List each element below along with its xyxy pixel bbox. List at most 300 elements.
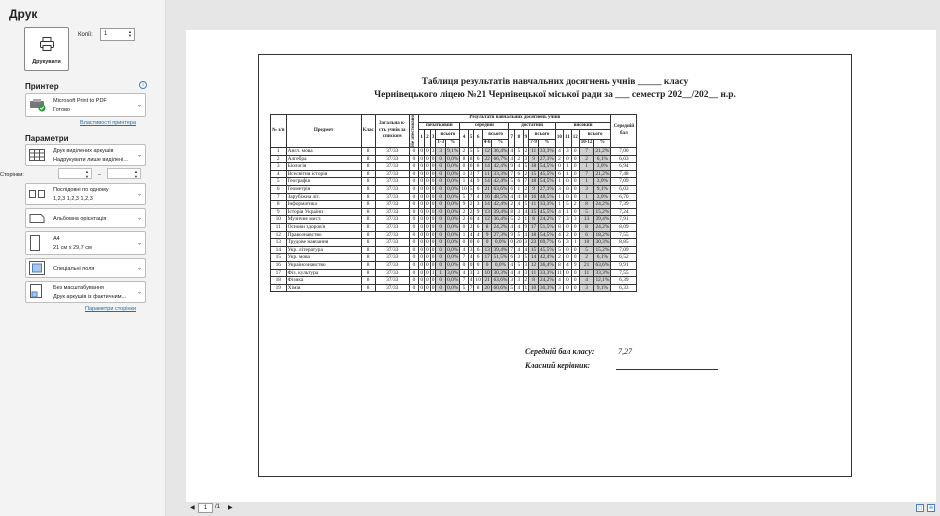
table-cell: 0 [571, 193, 579, 201]
header-level: 8 [515, 130, 523, 148]
header-level: 6 [474, 130, 482, 148]
table-cell: 0 [431, 155, 435, 162]
table-cell: 5 [579, 208, 594, 216]
page-setup-link[interactable]: Параметри сторінки [85, 306, 137, 312]
table-cell: 5 [460, 193, 468, 201]
table-cell: 11 [482, 170, 492, 178]
table-cell: 6 [474, 186, 482, 194]
table-cell: 1 [271, 148, 287, 156]
table-cell: 0 [571, 155, 579, 163]
table-cell: 0 [426, 193, 429, 200]
table-cell: 0 [420, 231, 424, 238]
table-cell: 7,55 [611, 231, 637, 239]
table-cell: 5 [515, 231, 523, 239]
table-cell: 36,4% [493, 216, 508, 223]
table-cell: 7,55 [611, 269, 637, 277]
table-cell: 4 [555, 148, 563, 156]
table-cell: 0 [426, 261, 429, 268]
subject-cell: Українознавство [286, 261, 361, 269]
print-title: Друк [9, 7, 38, 21]
table-cell: 14 [482, 178, 492, 186]
header-class: Клас [361, 115, 375, 148]
table-cell: 0 [431, 163, 435, 170]
subject-cell: Укр. література [286, 246, 361, 254]
table-cell: 24,2% [493, 223, 508, 230]
range-line1: Друк виділених аркушів [53, 148, 114, 154]
table-cell: 42,4% [493, 201, 508, 208]
table-cell: 0,0% [447, 261, 459, 268]
table-cell: 0 [426, 170, 429, 177]
table-cell: 0,0% [447, 208, 459, 215]
table-cell: 11 [529, 269, 539, 277]
collate-line2: 1,2,3 1,2,3 1,2,3 [53, 196, 93, 202]
table-cell: 21,2% [595, 148, 610, 155]
table-cell: 33,3% [539, 148, 554, 155]
paper-size-select[interactable] [25, 231, 146, 255]
table-cell: 1 [555, 193, 563, 201]
table-cell: 1 [564, 208, 572, 216]
table-cell: 0 [409, 261, 419, 269]
table-cell: 2 [571, 201, 579, 209]
table-cell: 0 [436, 155, 446, 163]
table-cell: 0 [436, 223, 446, 231]
table-cell: 4 [524, 208, 528, 215]
printer-status: Готово [53, 107, 70, 113]
table-cell: 3 [271, 163, 287, 171]
table-row [271, 261, 637, 269]
table-cell: 2 [555, 254, 563, 262]
table-cell: 9,1% [594, 284, 611, 292]
table-cell: 8 [271, 201, 287, 209]
table-cell: 4 [555, 231, 563, 239]
table-cell: 0,0% [447, 223, 459, 230]
table-cell: 11 [556, 269, 563, 276]
results-table [270, 114, 637, 292]
collate-select[interactable] [25, 183, 146, 205]
table-cell: 1 [460, 231, 468, 239]
table-cell: 8 [361, 254, 375, 262]
table-cell: 0 [409, 239, 419, 247]
table-cell: 6 [515, 178, 523, 186]
table-cell: 0 [431, 277, 435, 284]
table-cell: 5 [515, 148, 523, 156]
table-cell: 37/33 [375, 261, 409, 269]
chevron-down-icon: ⌄ [136, 215, 142, 222]
table-cell: 2 [579, 155, 594, 163]
table-cell: 63,6% [493, 186, 508, 192]
table-cell: 0 [564, 223, 572, 231]
table-cell: 20 [516, 239, 522, 246]
table-row [271, 231, 637, 239]
table-cell: 7 [469, 284, 473, 291]
table-cell: 6,03 [611, 155, 637, 163]
sheets-icon [29, 149, 45, 161]
table-cell: 0 [510, 239, 514, 246]
table-cell: 30,3% [493, 269, 508, 276]
table-cell: 8 [361, 216, 375, 224]
table-cell: 7 [460, 254, 468, 262]
scaling-select[interactable] [25, 281, 146, 303]
table-cell: 12,1% [595, 277, 610, 284]
table-cell: 0 [409, 254, 419, 262]
table-cell: 37/33 [375, 216, 409, 224]
table-cell: 2 [524, 277, 528, 284]
print-button-label: Друкувати [32, 59, 61, 65]
margins-select[interactable] [25, 258, 146, 278]
subject-cell: Фіз. культура [286, 269, 361, 277]
table-cell: 3 [564, 216, 572, 224]
table-cell: 2 [469, 208, 473, 215]
table-cell: 0 [571, 254, 579, 262]
table-cell: 16 [482, 193, 492, 201]
pages-from-input[interactable] [58, 168, 92, 179]
table-cell: 37/33 [375, 208, 409, 216]
table-cell: 8 [555, 223, 563, 231]
printer-select[interactable] [25, 93, 146, 117]
table-cell: 0 [460, 239, 468, 247]
header-all: всього [436, 130, 460, 140]
table-cell: 27,3% [493, 231, 508, 238]
subject-cell: Трудове навчання [286, 239, 361, 247]
avg-class-value: 7,27 [618, 347, 632, 356]
table-cell: 4 [555, 208, 563, 216]
table-row [271, 216, 637, 224]
table-cell: 5 [469, 148, 473, 155]
info-icon[interactable]: i [139, 81, 147, 89]
table-cell: 0 [431, 170, 435, 177]
table-cell: 37/33 [375, 163, 409, 171]
table-cell: 0 [420, 163, 424, 170]
table-cell: 6 [469, 216, 473, 223]
page-number-input[interactable] [198, 503, 213, 513]
table-cell: 33,3% [539, 201, 554, 208]
table-cell: 8 [361, 269, 375, 277]
table-cell: 12 [482, 148, 492, 156]
table-cell: 8 [361, 201, 375, 209]
table-cell: 0 [420, 254, 424, 261]
chevron-down-icon: ⌄ [136, 152, 142, 159]
landscape-icon [29, 212, 45, 224]
table-cell: 0 [409, 246, 419, 254]
table-cell: 4 [469, 231, 473, 238]
table-cell: 3 [474, 201, 482, 209]
table-cell: 0 [409, 186, 419, 194]
table-cell: 11 [529, 148, 539, 156]
avg-class-label: Середній бал класу: [525, 347, 595, 356]
table-cell: 30,3% [595, 239, 610, 246]
paper-icon [29, 235, 41, 251]
table-cell: 0 [564, 277, 572, 285]
table-cell: 6 [555, 170, 563, 178]
table-cell: 4 [510, 223, 514, 230]
table-cell: 3,0% [594, 163, 611, 171]
table-cell: 8 [529, 277, 539, 285]
table-cell: 0,0% [492, 239, 509, 247]
table-cell: 7,91 [611, 216, 637, 224]
table-cell: 4 [515, 201, 523, 209]
subject-cell: Зарубіжна літ. [286, 193, 361, 201]
table-cell: 0 [420, 208, 424, 215]
table-cell: 3 [515, 277, 523, 285]
prev-page-icon[interactable]: ◀ [190, 505, 195, 511]
table-cell: 1 [515, 186, 523, 194]
table-cell: 0 [436, 254, 446, 262]
table-cell: 0,0% [447, 170, 459, 177]
table-cell: 37/33 [375, 170, 409, 178]
zoom-page-icon[interactable]: ⊕ [928, 505, 934, 511]
table-cell: 0 [436, 201, 446, 209]
table-cell: 0 [426, 186, 429, 192]
table-cell: 2 [515, 155, 523, 163]
table-cell: 0 [426, 231, 429, 238]
print-button[interactable] [24, 27, 69, 71]
params-heading: Параметри [25, 134, 69, 143]
table-cell: 15 [529, 170, 539, 178]
table-cell: 18 [529, 163, 539, 171]
table-cell: 37/33 [375, 201, 409, 209]
header-avg: Середній бал [611, 115, 637, 148]
table-cell: 37/33 [375, 284, 409, 292]
table-cell: 13 [579, 216, 594, 224]
table-cell: 3 [524, 269, 528, 276]
header-sufficient: достатній [509, 122, 555, 130]
table-cell: 45,5% [539, 170, 554, 177]
document-title-2: Чернівецького ліцею №21 Чернівецької міської ради за ___ семестр 202__/202__ н.р. [374, 90, 736, 100]
table-cell: 0 [431, 254, 435, 261]
table-row [271, 277, 637, 285]
table-cell: 6 [474, 246, 482, 254]
chevron-down-icon: ⌄ [136, 289, 142, 296]
table-cell: 11 [579, 269, 594, 277]
header-level: 3 [430, 130, 436, 148]
header-level: 7 [509, 130, 515, 148]
table-cell: 0 [571, 148, 579, 156]
table-cell: 27,3% [539, 186, 554, 192]
document-title-1: Таблиця результатів навчальних досягнень учнів _____ класу [421, 77, 689, 87]
table-cell: 0 [409, 223, 419, 231]
table-cell: 8 [524, 193, 528, 200]
table-cell: 0 [431, 201, 435, 208]
table-cell: 24,2% [539, 216, 554, 223]
table-cell: 0 [571, 277, 579, 285]
table-cell: 4 [515, 223, 523, 231]
table-cell: 3 [579, 186, 594, 194]
table-cell: 1 [431, 269, 435, 276]
table-cell: 4 [469, 254, 473, 261]
table-row [271, 201, 637, 209]
table-cell: 4 [515, 269, 523, 277]
table-cell: 0 [420, 201, 424, 208]
table-cell: 4 [510, 148, 514, 155]
table-cell: 0,0% [447, 186, 459, 192]
table-cell: 0 [564, 254, 572, 262]
table-cell: 0 [409, 284, 419, 292]
table-cell: 0 [460, 223, 468, 231]
next-page-icon[interactable]: ▶ [228, 505, 233, 511]
table-cell: 9 [571, 261, 579, 269]
table-cell: 5 [460, 284, 468, 292]
table-cell: 0,0% [447, 163, 459, 170]
table-cell: 2 [515, 216, 523, 224]
table-cell: 4 [271, 170, 287, 178]
table-cell: 7 [579, 170, 594, 178]
table-cell: 0 [426, 178, 429, 185]
table-cell: 0 [426, 246, 429, 253]
pages-to-input[interactable] [107, 168, 141, 179]
table-cell: 16 [529, 193, 539, 201]
table-cell: 6 [271, 186, 287, 194]
table-cell: 11 [271, 223, 287, 231]
table-cell: 1 [579, 193, 594, 201]
table-cell: 12 [482, 216, 492, 224]
table-cell: 6 [555, 239, 563, 247]
table-cell: 7 [510, 246, 514, 253]
table-cell: 42,4% [493, 163, 508, 170]
spin-arrows-icon[interactable]: ▲ ▼ [85, 169, 89, 179]
table-cell: 0 [426, 208, 429, 215]
table-cell: 3 [469, 246, 473, 253]
spin-arrows-icon[interactable]: ▲ ▼ [134, 169, 138, 179]
table-cell: 9 [529, 186, 539, 194]
table-cell: 6,1% [594, 155, 611, 163]
table-cell: 37/33 [375, 269, 409, 277]
table-cell: 10 [271, 216, 287, 224]
table-cell: 33,3% [493, 170, 508, 177]
table-cell: 0 [564, 246, 572, 254]
table-cell: 0 [409, 155, 419, 163]
printer-ready-icon [29, 98, 47, 112]
table-cell: 37/33 [375, 246, 409, 254]
table-cell: 3 [564, 239, 572, 247]
table-cell: 0 [564, 155, 572, 163]
table-cell: 0 [431, 208, 435, 215]
subject-cell: Геометрія [286, 186, 361, 194]
table-cell: 7 [271, 193, 287, 201]
table-cell: 0 [420, 269, 424, 276]
table-row [271, 284, 637, 292]
table-cell: 8 [361, 284, 375, 292]
table-cell: 0 [409, 231, 419, 239]
table-cell: 5 [474, 148, 482, 156]
table-cell: 0 [409, 178, 419, 186]
header-range: 7-9 [529, 140, 539, 148]
table-cell: 10 [579, 239, 594, 247]
table-cell: 1 [564, 170, 572, 178]
table-cell: 6,33 [611, 284, 637, 292]
table-cell: 9 [510, 231, 514, 238]
table-cell: 4 [564, 261, 572, 269]
table-cell: 0 [420, 223, 424, 230]
copies-stepper[interactable] [100, 28, 135, 41]
subject-cell: Правознавство [286, 231, 361, 239]
page-count: /1 [215, 504, 221, 510]
table-cell: 42,4% [539, 254, 554, 261]
table-cell: 0 [571, 231, 579, 239]
table-cell: 0,0% [447, 239, 459, 246]
table-cell: 18 [529, 231, 539, 239]
table-cell: 0,0% [447, 178, 459, 185]
table-row [271, 178, 637, 186]
table-cell: 15 [271, 254, 287, 262]
table-row [271, 193, 637, 201]
table-cell: 3 [469, 269, 473, 276]
table-cell: 0 [431, 216, 435, 223]
table-cell: 24,2% [595, 201, 610, 208]
table-cell: 8 [361, 277, 375, 285]
table-cell: 0 [426, 254, 429, 261]
table-cell: 3 [469, 170, 473, 177]
header-level: 5 [468, 130, 474, 148]
table-cell: 4 [510, 155, 514, 162]
table-cell: 5 [271, 178, 287, 186]
subject-cell: Історія України [286, 208, 361, 216]
table-cell: 0 [571, 178, 579, 186]
table-cell: 2 [564, 231, 572, 239]
table-cell: 0 [469, 261, 473, 268]
header-middle: середній [460, 122, 509, 130]
table-cell: 16 [271, 261, 287, 269]
copies-label: Копії: [78, 32, 93, 38]
table-cell: 3,0% [594, 178, 611, 186]
table-cell: 11 [529, 201, 539, 209]
table-cell: 0 [564, 269, 572, 277]
table-cell: 0 [420, 170, 424, 177]
table-cell: 9,1% [594, 186, 611, 194]
table-cell: 3 [474, 269, 482, 277]
table-cell: 37/33 [375, 239, 409, 247]
table-cell: 0 [469, 239, 473, 246]
table-cell: 7 [460, 277, 468, 285]
table-cell: 21 [482, 277, 492, 285]
table-cell: 1 [460, 170, 468, 178]
table-cell: 33,3% [539, 269, 554, 276]
table-cell: 2 [524, 148, 528, 155]
show-margins-icon[interactable]: ▢ [917, 505, 923, 511]
header-pct: % [492, 140, 509, 148]
table-cell: 0 [420, 261, 424, 268]
orientation-select[interactable] [25, 208, 146, 228]
table-cell: 22 [482, 155, 492, 163]
print-range-select[interactable] [25, 144, 146, 166]
table-cell: 21,2% [595, 170, 610, 177]
table-cell: 0 [571, 186, 579, 194]
table-cell: 5 [515, 261, 523, 269]
spin-arrows-icon[interactable]: ▲ ▼ [128, 29, 132, 38]
table-cell: 8 [361, 231, 375, 239]
table-cell: 6 [510, 186, 514, 192]
subject-cell: Фізика [286, 277, 361, 285]
table-cell: 8 [361, 170, 375, 178]
table-cell: 15,2% [595, 246, 610, 253]
table-cell: 0 [420, 155, 424, 162]
table-cell: 5 [555, 246, 563, 254]
table-cell: 8 [361, 178, 375, 186]
table-cell: 10 [482, 269, 492, 277]
table-cell: 8 [361, 239, 375, 247]
header-range: 1-3 [436, 140, 446, 148]
results-body [271, 148, 637, 292]
subject-cell: Біологія [286, 163, 361, 171]
table-cell: 36,4% [493, 148, 508, 155]
table-cell: 12 [529, 261, 539, 269]
page-number: 1 [203, 505, 208, 511]
table-cell: 0 [426, 216, 429, 223]
table-cell: 4 [515, 246, 523, 254]
table-cell: 8 [361, 163, 375, 171]
printer-properties-link[interactable]: Властивості принтера [80, 120, 136, 126]
printer-icon [39, 36, 55, 52]
table-cell: 39,4% [493, 208, 508, 215]
